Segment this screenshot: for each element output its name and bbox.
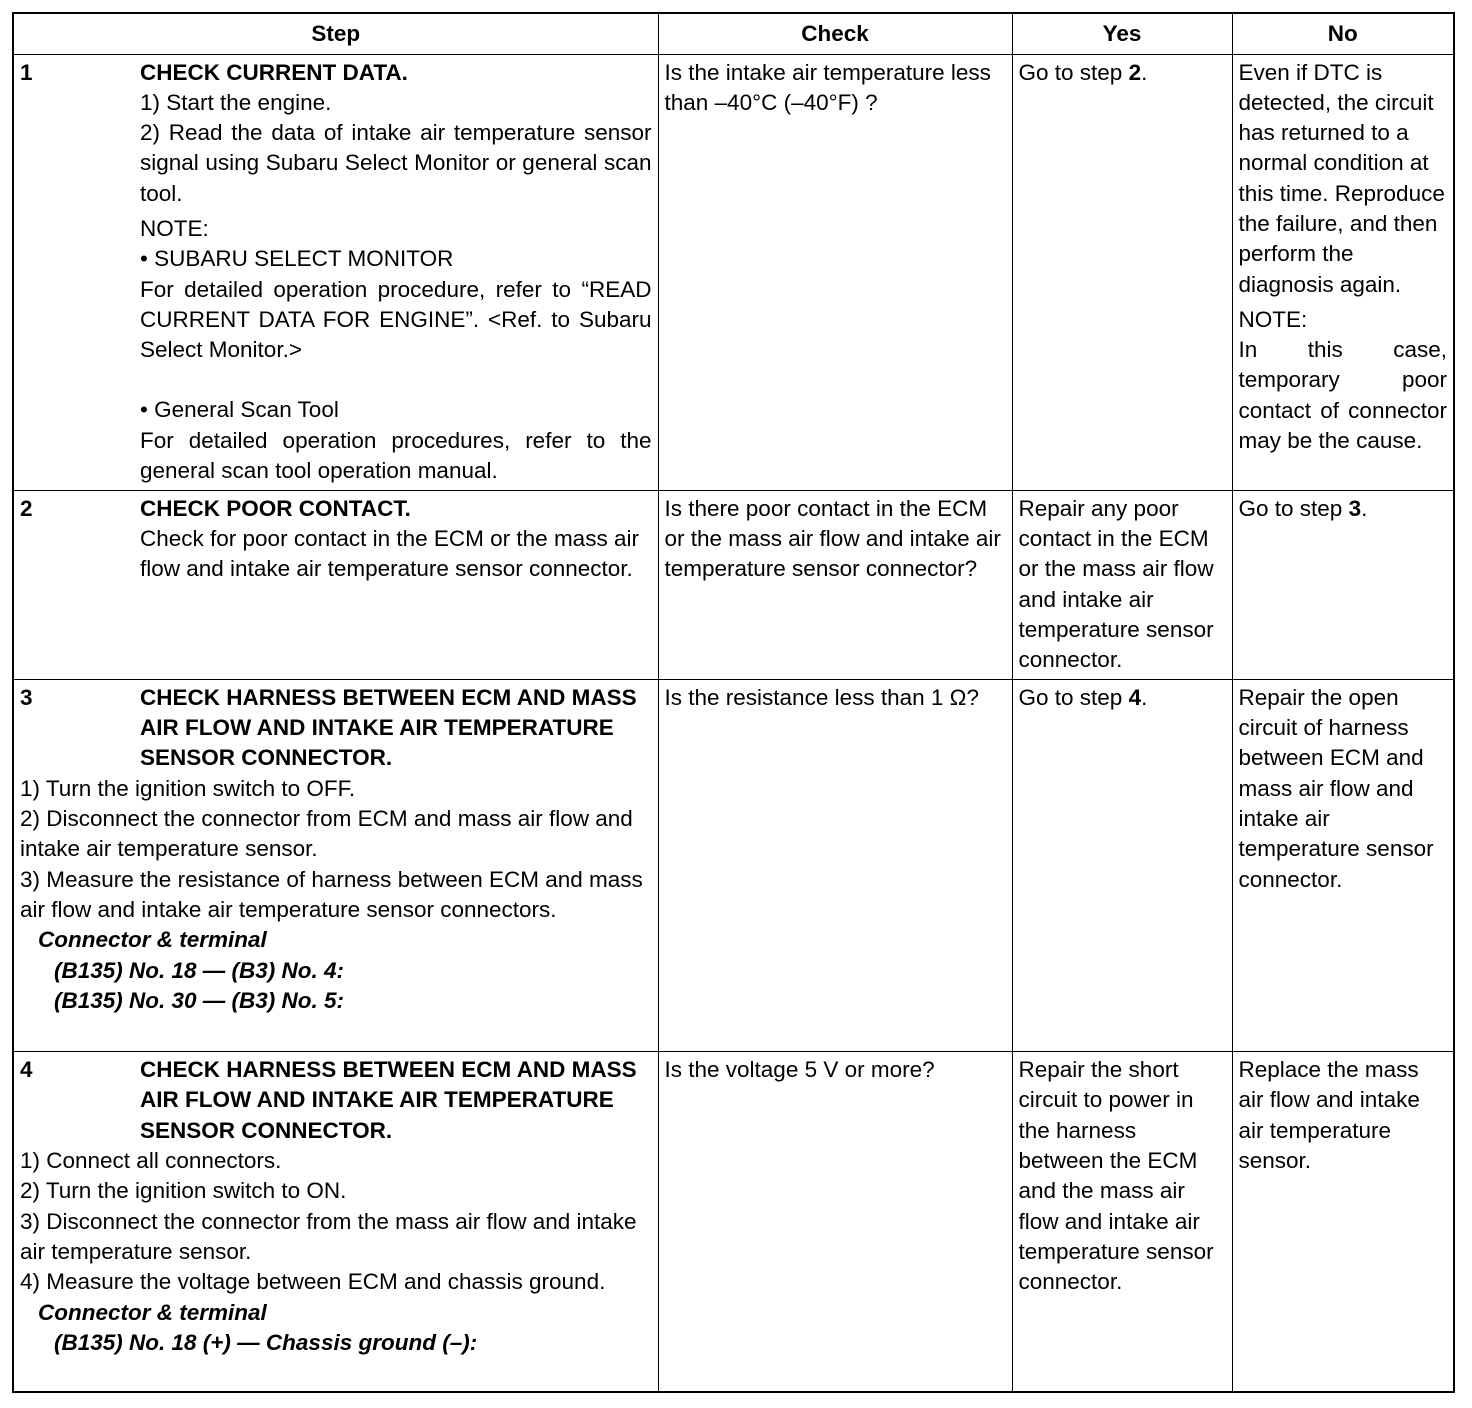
no-text: Replace the mass air flow and intake air temperature sensor. — [1238, 1057, 1420, 1174]
table-row — [13, 679, 1454, 1051]
step-instruction: 2) Turn the ignition switch to ON. — [20, 1178, 347, 1204]
yes-text: Repair any poor contact in the ECM or the mass air flow and intake air temperature sensor connector. — [1018, 495, 1214, 673]
no-suffix: . — [1361, 495, 1368, 521]
yes-step-number: 4 — [1128, 684, 1142, 710]
connector-terminal-label: Connector & terminal — [38, 1299, 267, 1325]
no-cell — [1232, 54, 1454, 490]
yes-suffix: . — [1141, 684, 1148, 710]
yes-cell — [1012, 679, 1232, 1051]
step-instruction: 3) Measure the resistance of harness between ECM and mass air flow and intake air temperature sensor connectors. — [20, 866, 643, 922]
connector-terminal-line: (B135) No. 30 — (B3) No. 5: — [54, 987, 345, 1013]
step-instruction: 2) Read the data of intake air temperature sensor signal using Subaru Select Monitor or general scan tool. — [140, 120, 652, 206]
yes-cell — [1012, 1052, 1232, 1392]
note-text: For detailed operation procedures, refer to the general scan tool operation manual. — [140, 427, 652, 484]
step-cell — [13, 1052, 658, 1392]
no-cell — [1232, 1052, 1454, 1392]
step-title: CHECK POOR CONTACT. — [140, 495, 411, 521]
step-title: CHECK HARNESS BETWEEN ECM AND MASS AIR FLOW AND INTAKE AIR TEMPERATURE SENSOR CONNECTOR. — [140, 1057, 637, 1143]
step-number: 3 — [20, 684, 33, 710]
step-instruction: 1) Start the engine. — [140, 89, 332, 115]
no-cell — [1232, 679, 1454, 1051]
table-row — [13, 490, 1454, 679]
yes-step-number: 2 — [1128, 59, 1142, 85]
note-bullet: • SUBARU SELECT MONITOR — [140, 246, 454, 272]
check-text: Is there poor contact in the ECM or the mass air flow and intake air temperature sensor connector? — [664, 495, 1001, 582]
step-instruction: 1) Connect all connectors. — [20, 1148, 282, 1174]
note-bullet: • General Scan Tool — [140, 397, 339, 423]
step-number: 4 — [20, 1057, 33, 1083]
step-instruction: 4) Measure the voltage between ECM and chassis ground. — [20, 1269, 606, 1295]
table-row — [13, 1052, 1454, 1392]
no-prefix: Go to step — [1238, 495, 1349, 521]
header-no: No — [1232, 13, 1454, 54]
step-instruction: 1) Turn the ignition switch to OFF. — [20, 775, 356, 801]
step-instruction: 3) Disconnect the connector from the mass air flow and intake air temperature sensor. — [20, 1208, 637, 1264]
check-cell — [658, 1052, 1012, 1392]
yes-prefix: Go to step — [1018, 684, 1129, 710]
step-title: CHECK CURRENT DATA. — [140, 59, 408, 85]
header-step: Step — [13, 13, 658, 54]
check-text: Is the resistance less than 1 Ω? — [664, 684, 979, 710]
yes-suffix: . — [1141, 59, 1148, 85]
no-text: Repair the open circuit of harness between ECM and mass air flow and intake air temperature sensor connector. — [1238, 684, 1434, 892]
connector-terminal-label: Connector & terminal — [38, 927, 267, 953]
step-cell — [13, 490, 658, 679]
yes-text: Repair the short circuit to power in the harness between the ECM and the mass air flow and intake air temperature sensor connector. — [1018, 1057, 1214, 1295]
no-cell — [1232, 490, 1454, 679]
header-row — [13, 13, 1454, 54]
check-text: Is the intake air temperature less than –40°C (–40°F) ? — [664, 59, 991, 115]
check-cell — [658, 679, 1012, 1051]
no-note-text: In this case, temporary poor contact of connector may be the cause. — [1238, 337, 1447, 454]
header-yes: Yes — [1012, 13, 1232, 54]
connector-terminal-line: (B135) No. 18 (+) — Chassis ground (–): — [54, 1329, 478, 1355]
table-row — [13, 54, 1454, 490]
step-number: 1 — [20, 59, 33, 85]
connector-terminal-line: (B135) No. 18 — (B3) No. 4: — [54, 957, 345, 983]
step-title: CHECK HARNESS BETWEEN ECM AND MASS AIR FLOW AND INTAKE AIR TEMPERATURE SENSOR CONNECTOR. — [140, 684, 637, 771]
yes-prefix: Go to step — [1018, 59, 1129, 85]
no-text: Even if DTC is detected, the circuit has returned to a normal condition at this time. Reproduce the failure, and then perform the diagnosis again. — [1238, 59, 1445, 297]
check-cell — [658, 54, 1012, 490]
step-number: 2 — [20, 495, 33, 521]
diagnostic-table — [12, 12, 1455, 1393]
no-note-label: NOTE: — [1238, 306, 1308, 332]
note-text: For detailed operation procedure, refer to “READ CURRENT DATA FOR ENGINE”. <Ref. to Subaru Select Monitor.> — [140, 276, 652, 363]
check-text: Is the voltage 5 V or more? — [664, 1057, 935, 1083]
header-check: Check — [658, 13, 1012, 54]
step-instruction: Check for poor contact in the ECM or the mass air flow and intake air temperature sensor connector. — [140, 526, 639, 582]
yes-cell — [1012, 54, 1232, 490]
note-label: NOTE: — [140, 215, 209, 241]
step-instruction: 2) Disconnect the connector from ECM and mass air flow and intake air temperature sensor. — [20, 806, 633, 862]
step-cell — [13, 54, 658, 490]
check-cell — [658, 490, 1012, 679]
no-step-number: 3 — [1348, 495, 1362, 521]
step-cell — [13, 679, 658, 1051]
yes-cell — [1012, 490, 1232, 679]
